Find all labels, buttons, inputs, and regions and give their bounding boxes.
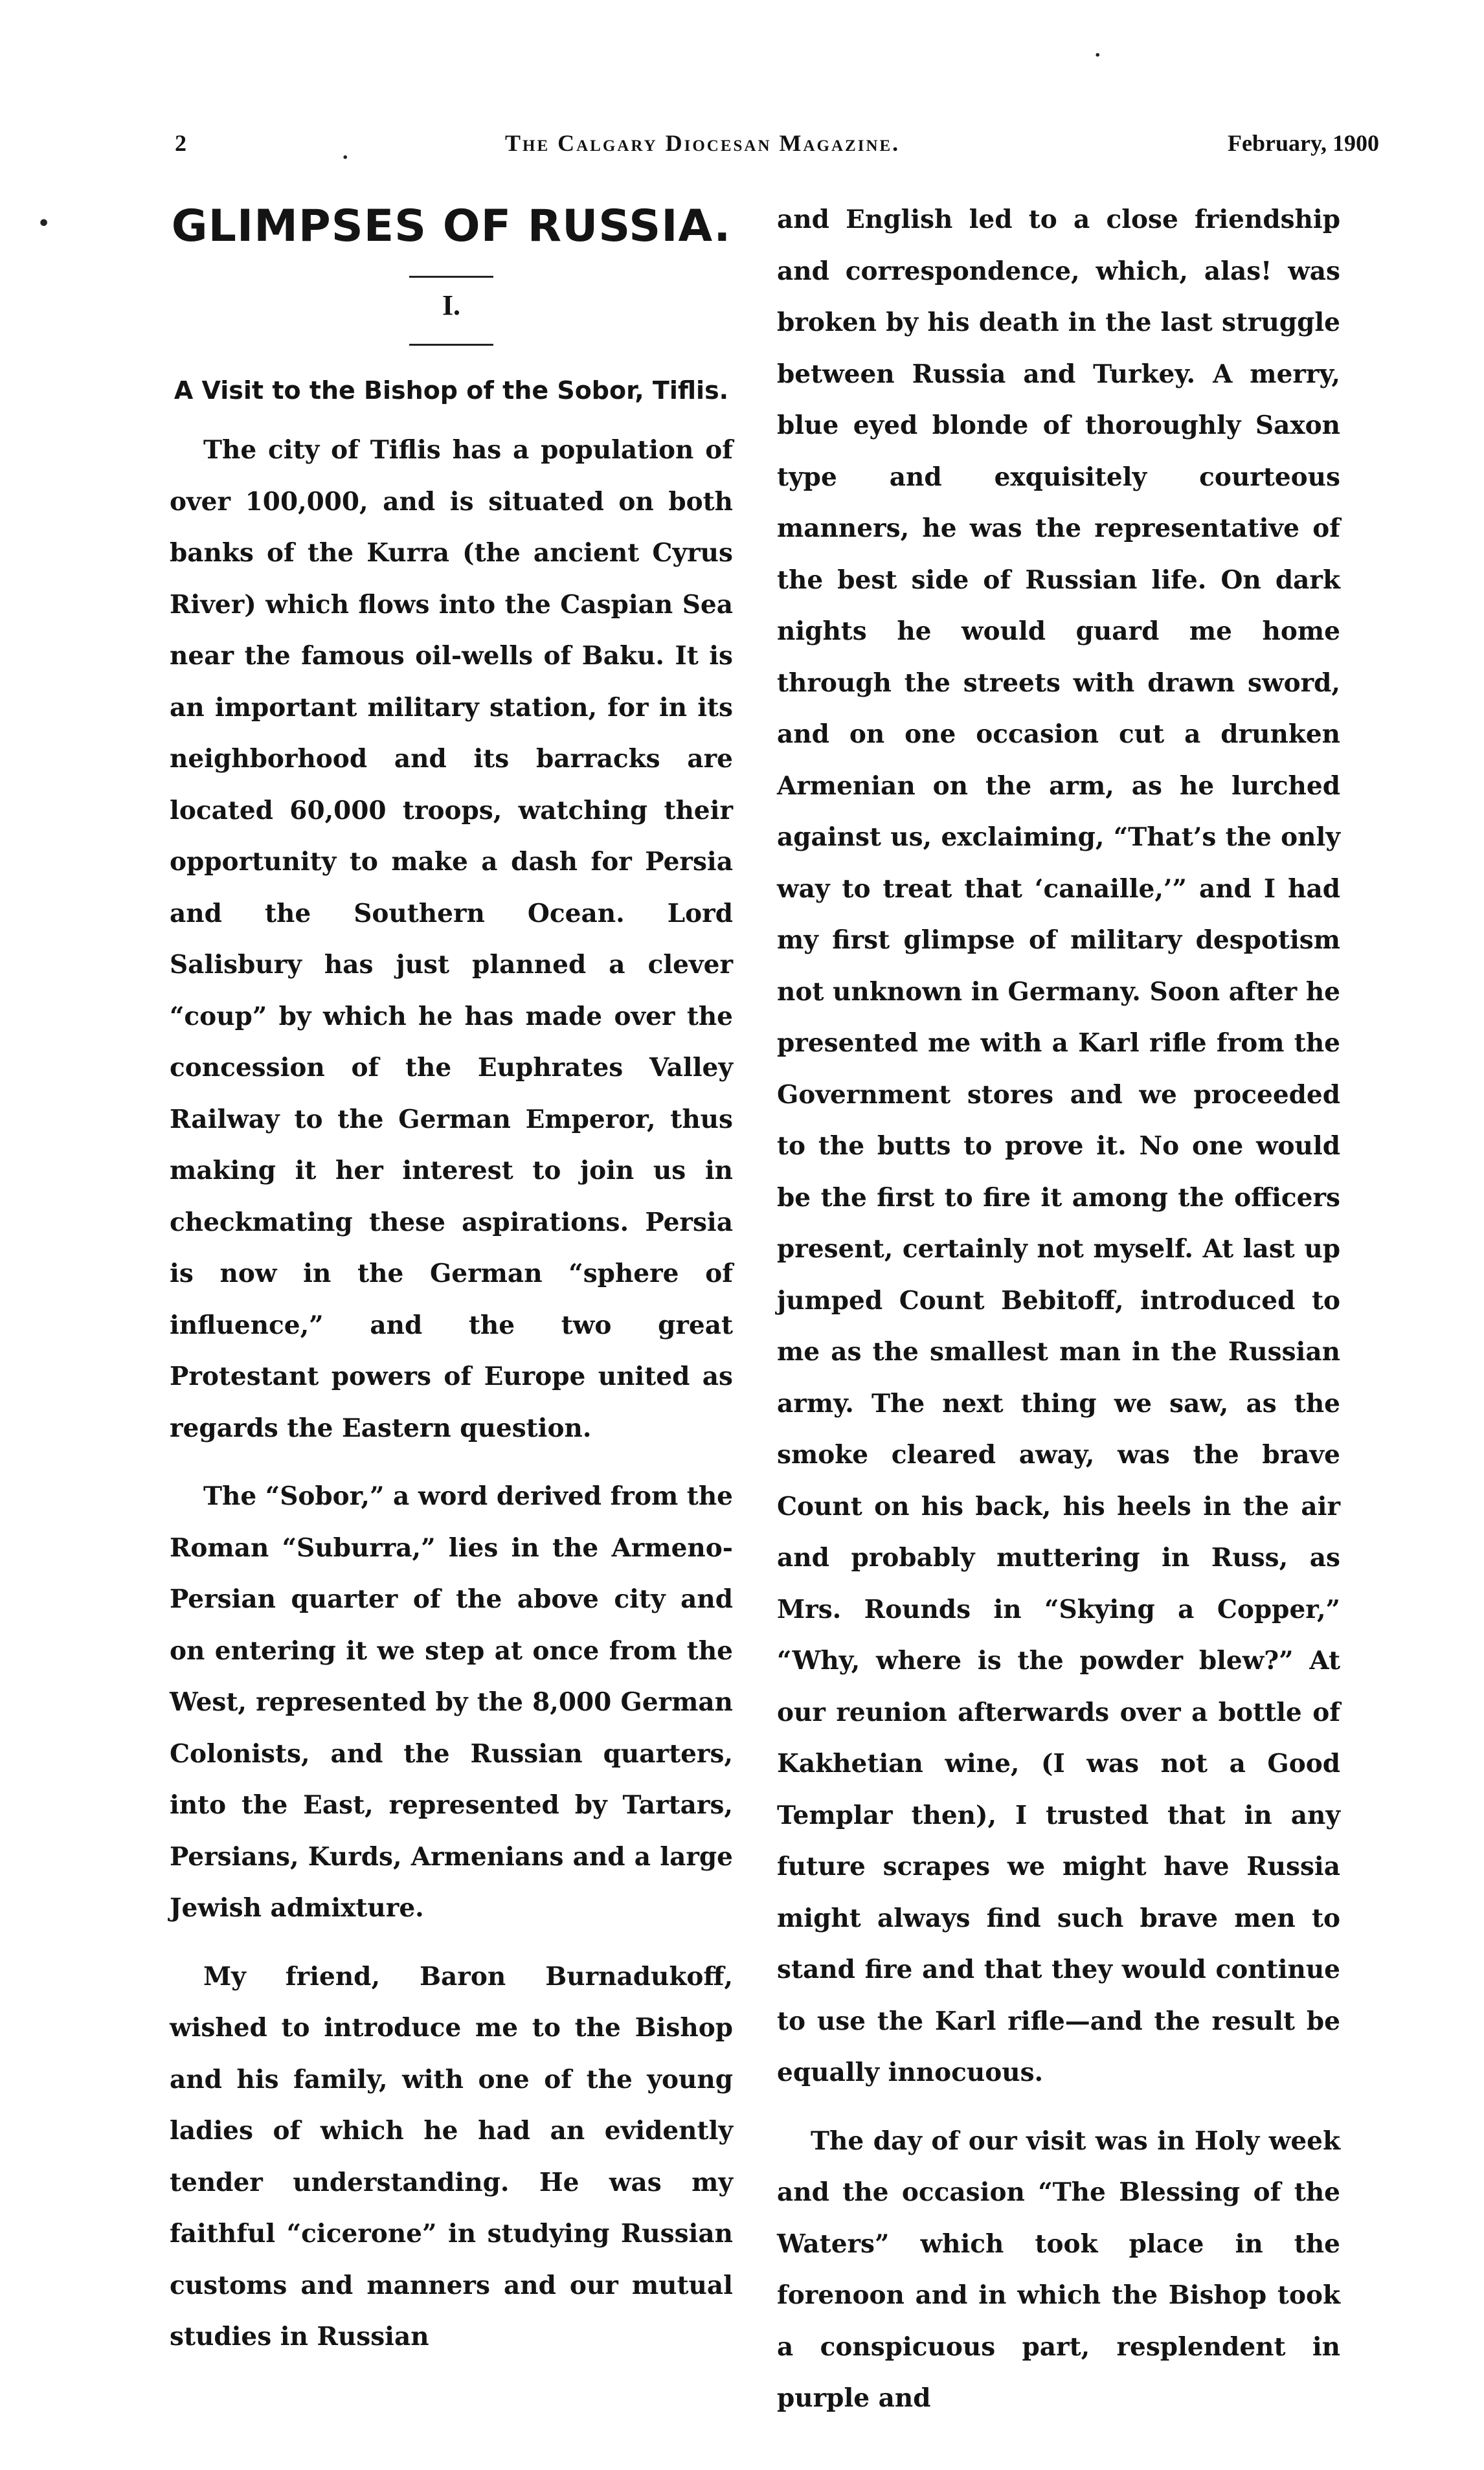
title-divider: [409, 276, 493, 278]
running-header: [175, 129, 1379, 168]
magazine-title: The Calgary Diocesan Magazine.: [505, 130, 901, 156]
article-title: GLIMPSES OF RUSSIA.: [171, 201, 732, 252]
paragraph: The day of our visit was in Holy week and the occasion “The Blessing of the Waters” which took place in the forenoon and in which the Bishop took a conspicuous part, resplendent in purple and: [777, 2126, 1340, 2413]
left-column: [170, 194, 733, 2363]
print-speck: .: [342, 141, 349, 164]
article-subheading: A Visit to the Bishop of the Sobor, Tiflis.: [174, 376, 729, 405]
page-number: 2: [175, 130, 186, 156]
part-divider: [409, 344, 493, 346]
paragraph: The city of Tiflis has a population of over 100,000, and is situated on both banks of the Kurra (the ancient Cyrus River) which flows into the Caspian Sea near the famous oil-wells of Baku. It is an important military station, for in its neighborhood and its barracks are located 60,000 troops, watching their opportunity to make a dash for Persia and the Southern Ocean. Lord Salisbury has just planned a clever “coup” by which he has made over the concession of the Euphrates Valley Railway to the German Emperor, thus making it her interest to join us in checkmating these aspirations. Persia is now in the German “sphere of influence,” and the two great Protestant powers of Europe united as regards the Eastern question.: [170, 435, 733, 1443]
paragraph: The “Sobor,” a word derived from the Roman “Suburra,” lies in the Armeno-Persian quarter of the above city and on entering it we step at once from the West, represented by the 8,000 German Colonists, and the Russian quarters, into the East, represented by Tartars, Persians, Kurds, Armenians and a large Jewish admixture.: [170, 1481, 733, 1923]
right-column: [777, 194, 1340, 2425]
issue-date: February, 1900: [1228, 130, 1379, 156]
paragraph-continued: and English led to a close friendship and correspondence, which, alas! was broken by his death in the last struggle between Russia and Turkey. A merry, blue eyed blonde of thoroughly Saxon type and exquisitely courteous manners, he was the representative of the best side of Russian life. On dark nights he would guard me home through the streets with drawn sword, and on one occasion cut a drunken Armenian on the arm, as he lurched against us, exclaiming, “That’s the only way to treat that ‘canaille,’” and I had my first glimpse of military despotism not unknown in Germany. Soon after he presented me with a Karl rifle from the Government stores and we proceeded to the butts to prove it. No one would be the first to fire it among the officers present, certainly not myself. At last up jumped Count Bebitoff, introduced to me as the smallest man in the Russian army. The next thing we saw, as the smoke cleared away, was the brave Count on his back, his heels in the air and probably muttering in Russ, as Mrs. Rounds in “Skying a Copper,” “Why, where is the powder blew?” At our reunion afterwards over a bottle of Kakhetian wine, (I was not a Good Templar then), I trusted that in any future scrapes we might have Russia might always find such brave men to stand fire and that they would continue to use the Karl rifle—and the result be equally innocuous.: [777, 205, 1340, 2087]
print-speck: .: [1094, 39, 1101, 62]
paragraph: My friend, Baron Burnadukoff, wished to introduce me to the Bishop and his family, with one of the young ladies of which he had an evidently tender understanding. He was my faithful “cicerone” in studying Russian customs and manners and our mutual studies in Russian: [170, 1961, 733, 2352]
part-number: I.: [442, 289, 461, 321]
print-speck: •: [38, 212, 51, 235]
